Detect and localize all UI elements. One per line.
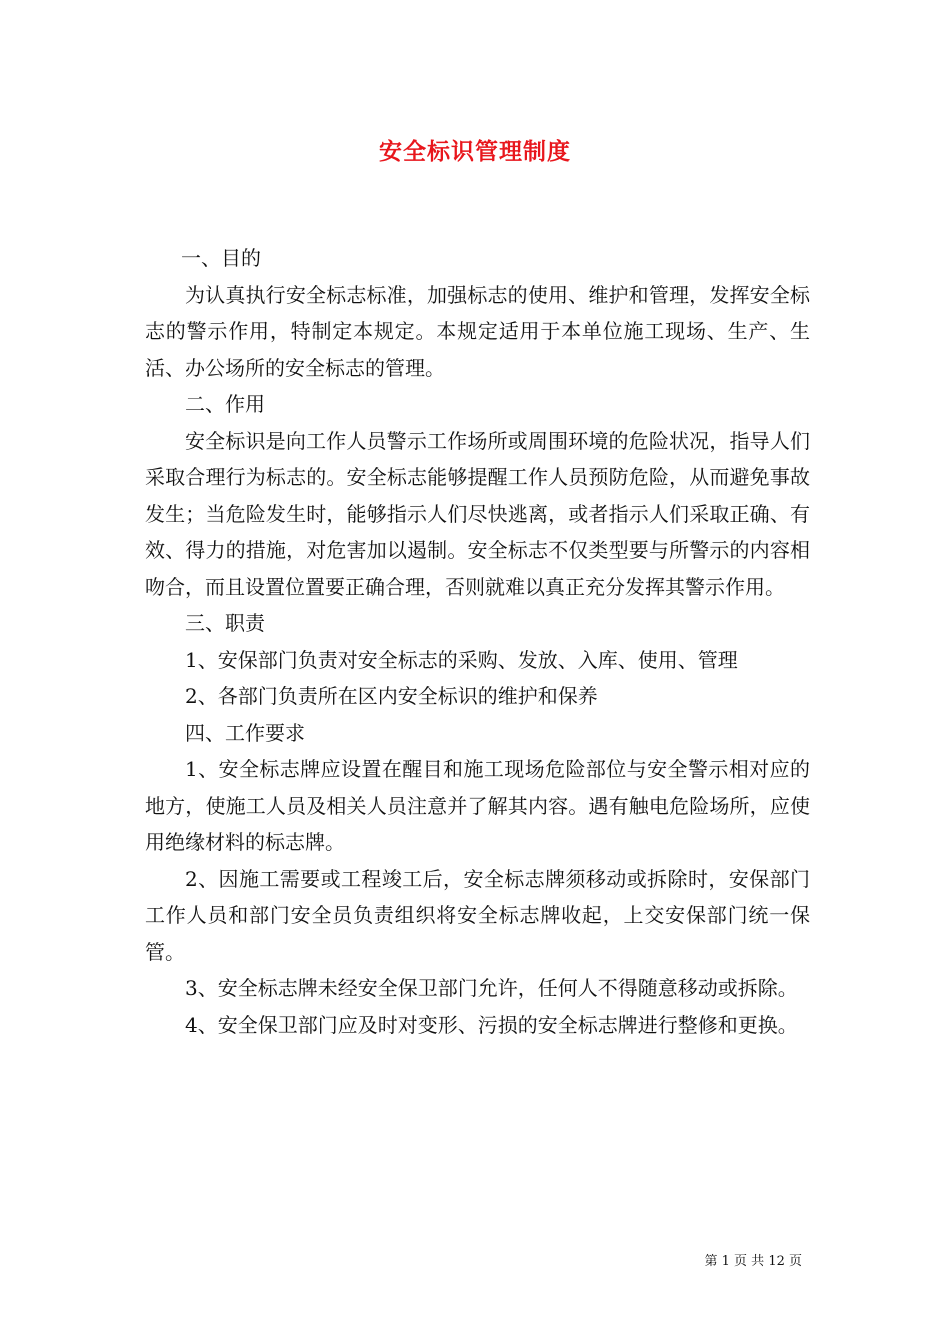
paragraph-requirement-1: 1、安全标志牌应设置在醒目和施工现场危险部位与安全警示相对应的地方，使施工人员及相关人员注意并了解其内容。遇有触电危险场所，应使用绝缘材料的标志牌。 <box>145 757 810 854</box>
paragraph-purpose: 为认真执行安全标志标准，加强标志的使用、维护和管理，发挥安全标志的警示作用，特制定本规定。本规定适用于本单位施工现场、生产、生活、办公场所的安全标志的管理。 <box>145 282 810 380</box>
section-heading-function: 二、作用 <box>185 392 265 416</box>
paragraph-requirement-2: 2、因施工需要或工程竣工后，安全标志牌须移动或拆除时，安保部门工作人员和部门安全员负责组织将安全标志牌收起，上交安保部门统一保管。 <box>145 866 810 964</box>
section-heading-requirements: 四、工作要求 <box>185 720 305 745</box>
page-number-footer: 第 1 页 共 12 页 <box>704 1254 802 1269</box>
section-heading-duties: 三、职责 <box>185 611 265 635</box>
paragraph-duty-1: 1、安保部门负责对安全标志的采购、发放、入库、使用、管理 <box>185 647 738 672</box>
section-heading-purpose: 一、目的 <box>181 246 261 270</box>
paragraph-duty-2: 2、各部门负责所在区内安全标识的维护和保养 <box>185 684 598 708</box>
paragraph-requirement-4: 4、安全保卫部门应及时对变形、污损的安全标志牌进行整修和更换。 <box>185 1012 798 1037</box>
paragraph-function: 安全标识是向工作人员警示工作场所或周围环境的危险状况，指导人们采取合理行为标志的。安全标志能够提醒工作人员预防危险，从而避免事故发生；当危险发生时，能够指示人们尽快逃离，或者指示人们采取正确、有效、得力的措施，对危害加以遏制。安全标志不仅类型要与所警示的内容相吻合，而且设置位置要正确合理，否则就难以真正充分发挥其警示作用。 <box>145 428 810 599</box>
document-title: 安全标识管理制度 <box>379 138 571 165</box>
paragraph-requirement-3: 3、安全标志牌未经安全保卫部门允许，任何人不得随意移动或拆除。 <box>185 976 798 1000</box>
document-body <box>145 240 810 1043</box>
